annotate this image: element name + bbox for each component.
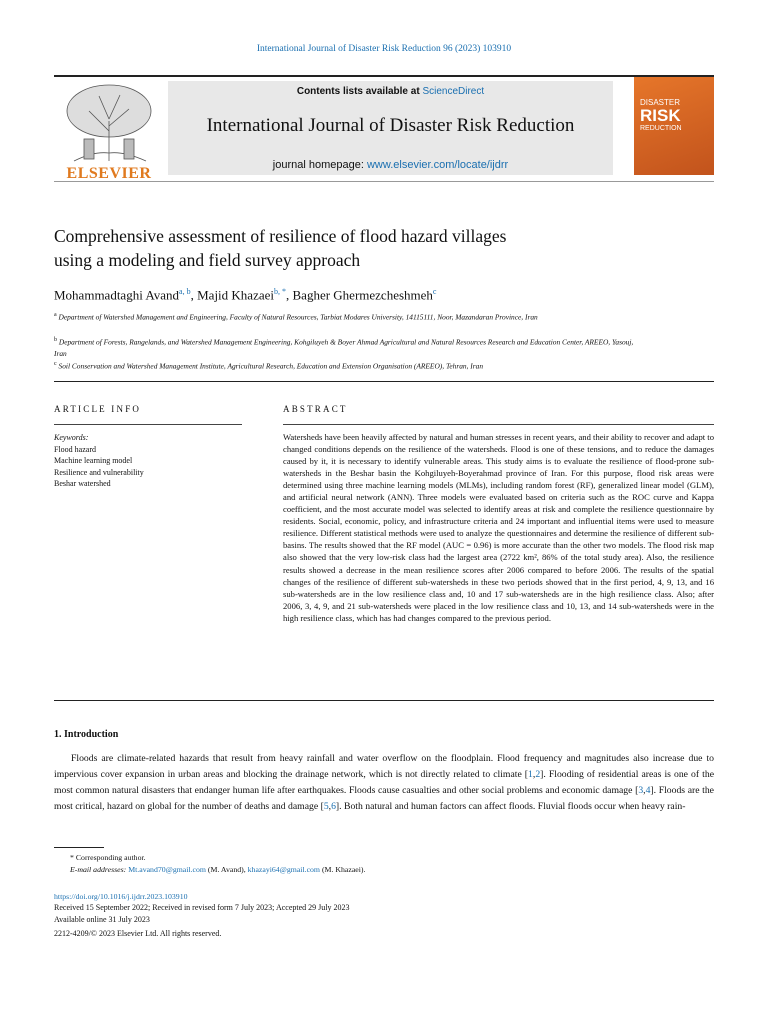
affiliation-b: $^b$ Department of Forests, Rangelands, and Watershed Management Engineering, Kohgiluyeh & Boyer Ahmad Agricultural and Natural Resources Research and Education Center, AREEO, Yasouj, Iran	[54, 337, 634, 359]
introduction-paragraph: Floods are climate-related hazards that result from heavy rainfall and water overflow on the floodplain. Flood frequency and magnitudes also increase due to impervious cover expansion in urban areas and blocking the drainage network, which is not directly related to climate [1,2]. Flooding of residential areas is one of the most common natural disasters that endanger human life after earthquakes. Floods cause casualties and other social problems and economic damage [3,4]. Floods are the most critical, hazard on global for the number of deaths and damage [5,6]. Both natural and human factors can affect floods. Fluvial floods occur when heavy rain-	[54, 753, 714, 813]
author-avand-affil[interactable]: a, b	[179, 287, 191, 296]
article-title	[54, 224, 654, 272]
ref-link[interactable]: 1	[528, 769, 533, 781]
contents-prefix: Contents lists available at	[296, 86, 420, 97]
journal-banner	[54, 75, 714, 180]
keyword-item: Flood hazard	[54, 444, 96, 454]
homepage-link[interactable]: www.elsevier.com/locate/ijdrr	[366, 159, 509, 171]
keywords-heading: Keywords:	[54, 433, 89, 442]
elsevier-tree-icon	[54, 81, 164, 163]
email-avand-link[interactable]: Mt.avand70@gmail.com	[128, 865, 206, 874]
email-label: E-mail addresses:	[70, 865, 127, 874]
ref-link[interactable]: 2	[535, 769, 541, 781]
cover-text-disaster: DISASTER	[640, 98, 681, 107]
affiliation-a-text: Department of Watershed Management and Engineering, Faculty of Natural Resources, Tarbiat Modares University, 14115111, Noor, Mazandaran Province, Iran	[58, 312, 538, 322]
contents-line	[168, 86, 613, 97]
author-ghermezcheshmeh-affil[interactable]: c	[432, 287, 437, 296]
email-khazaei-name: (M. Khazaei).	[321, 865, 366, 874]
email-khazaei-link[interactable]: khazayi64@gmail.com	[247, 865, 320, 874]
banner-top-rule	[54, 75, 714, 77]
received-dates: Received 15 September 2022; Received in revised form 7 July 2023; Accepted 29 July 2023	[54, 903, 350, 912]
article-info-heading: ARTICLE INFO	[54, 404, 142, 414]
affiliations-rule	[54, 381, 714, 382]
abstract-text: Watersheds have been heavily affected by natural and human stresses in recent years, and their ability to recover and adapt to changed conditions depends on the resilience of the watersheds. Flood is one of these tensions, and to reduce the damages caused by it, it is necessary to identify vulnerable areas. This study aims is to evaluate the resilience of flood-prone sub-watersheds in the Beshar basin the Kohgiluyeh-Boyerahmad province of Iran. For this purpose, flood risk areas were determined using three machine learning models (MLMs), including random forest (RF), generalized linear model (GLM), and artificial neural network (ANN). Three models were evaluated based on criteria such as the ROC curve and Kappa coefficient, and the most accurate model was selected to identify areas at risk and complete the resilience questionnaire by residents. Social, economic, policy, and infrastructure criteria and 24 important and influential items were used to measure resilience. Different statistical methods were used to analyze the questionnaires and determine the resilience of different sub-basins. The results showed that the RF model (AUC = 0.96) is more accurate than the other two models. The flood risk map also showed that the very low-risk class had the largest area (2722 km², 86% of the total study area). Also, the resilience results showed a decrease in the mean resilience scores after 2006 compared to before 2006. The results of the spatial changes of the resilience of different sub-watersheds in these two periods showed that in the first period, 4, 9, 13, and 16 sub-watersheds are in the low resilience class and, 10 and 17 sub-watersheds are in the high resilience class. Also; after 2006, 3, 4, 9, and 21 sub-watersheds were placed in the low resilience class and 10, 13, and 14 sub-watersheds were in the high resilience class, which has had changes compared to the previous period.	[283, 432, 714, 623]
keywords-block	[54, 432, 242, 490]
author-khazaei: Majid Khazaei	[197, 287, 274, 303]
article-info-rule	[54, 424, 242, 425]
homepage-prefix: journal homepage:	[272, 159, 364, 171]
introduction-heading: 1. Introduction	[54, 729, 119, 740]
keyword-item: Resilience and vulnerability	[54, 467, 144, 477]
journal-cover[interactable]	[634, 77, 714, 175]
corresponding-author-note: * Corresponding author.	[70, 853, 146, 862]
publisher-logo	[54, 81, 164, 182]
title-line-2: using a modeling and field survey approach	[54, 250, 361, 270]
footnote-rule	[54, 847, 104, 848]
author-avand: Mohammadtaghi Avand	[54, 287, 180, 303]
doi-link[interactable]: https://doi.org/10.1016/j.ijdrr.2023.103910	[54, 892, 188, 901]
author-list: Mohammadtaghi Avand$^{a, b}$, Majid Khazaei$^{b, *}$, Bagher Ghermezcheshmeh$^c$	[54, 287, 437, 303]
cover-text-risk: RISK	[640, 106, 681, 125]
email-footnote	[70, 865, 365, 874]
ref-link[interactable]: 4	[645, 785, 651, 797]
intro-text-4: ]. Both natural and human factors can affect floods. Fluvial floods occur when heavy rain-	[335, 801, 686, 813]
title-line-1: Comprehensive assessment of resilience of flood hazard villages	[54, 226, 507, 246]
abstract-rule	[283, 424, 714, 425]
author-khazaei-affil[interactable]: b, *	[274, 287, 286, 296]
keyword-item: Beshar watershed	[54, 479, 111, 488]
abstract-bottom-rule	[54, 700, 714, 701]
copyright-notice: 2212-4209/© 2023 Elsevier Ltd. All rights reserved.	[54, 929, 222, 938]
affiliation-c-text: Soil Conservation and Watershed Management Institute, Agricultural Research, Education and Extension Organisation (AREEO), Tehran, Iran	[58, 361, 484, 371]
affiliation-c: $^c$ Soil Conservation and Watershed Management Institute, Agricultural Research, Education and Extension Organisation (AREEO), Tehran, Iran	[54, 361, 484, 371]
intro-text-3: ]. Floods are the most critical, hazard on global for the number of deaths and damage [	[54, 785, 714, 813]
journal-title: International Journal of Disaster Risk Reduction	[206, 115, 575, 136]
email-avand-name: (M. Avand),	[207, 865, 246, 874]
homepage-line	[168, 159, 613, 171]
journal-citation[interactable]: International Journal of Disaster Risk Reduction 96 (2023) 103910	[256, 44, 512, 54]
author-ghermezcheshmeh: Bagher Ghermezcheshmeh	[292, 287, 433, 303]
abstract-heading: ABSTRACT	[283, 404, 348, 414]
keyword-item: Machine learning model	[54, 456, 133, 465]
cover-text-reduction: REDUCTION	[640, 125, 682, 132]
intro-text-1: Floods are climate-related hazards that result from heavy rainfall and water overflow on the floodplain. Flood frequency and magnitudes also increase due to impervious cover expansion in urban areas and blocking the drainage network, which is not directly related to climate [	[54, 753, 714, 781]
intro-text-2: ]. Flooding of residential areas is one of the most common natural disasters that endanger human life after earthquakes. Floods cause casualties and other social problems and economic damage [	[54, 769, 714, 797]
sciencedirect-link[interactable]: ScienceDirect	[422, 86, 485, 97]
ref-link[interactable]: 6	[331, 801, 336, 813]
available-online: Available online 31 July 2023	[54, 915, 150, 924]
affiliation-b-text: Department of Forests, Rangelands, and Watershed Management Engineering, Kohgiluyeh & Boyer Ahmad Agricultural and Natural Resources Research and Education Center, AREEO, Yasouj, Iran	[54, 337, 634, 359]
publisher-name: ELSEVIER	[66, 165, 152, 182]
ref-link[interactable]: 3	[638, 785, 644, 797]
journal-header-box	[168, 81, 613, 175]
affiliation-a: $^a$ Department of Watershed Management and Engineering, Faculty of Natural Resources, Tarbiat Modares University, 14115111, Noor, Mazandaran Province, Iran	[54, 312, 538, 322]
ref-link[interactable]: 5	[323, 801, 329, 813]
banner-bottom-rule	[54, 181, 714, 182]
